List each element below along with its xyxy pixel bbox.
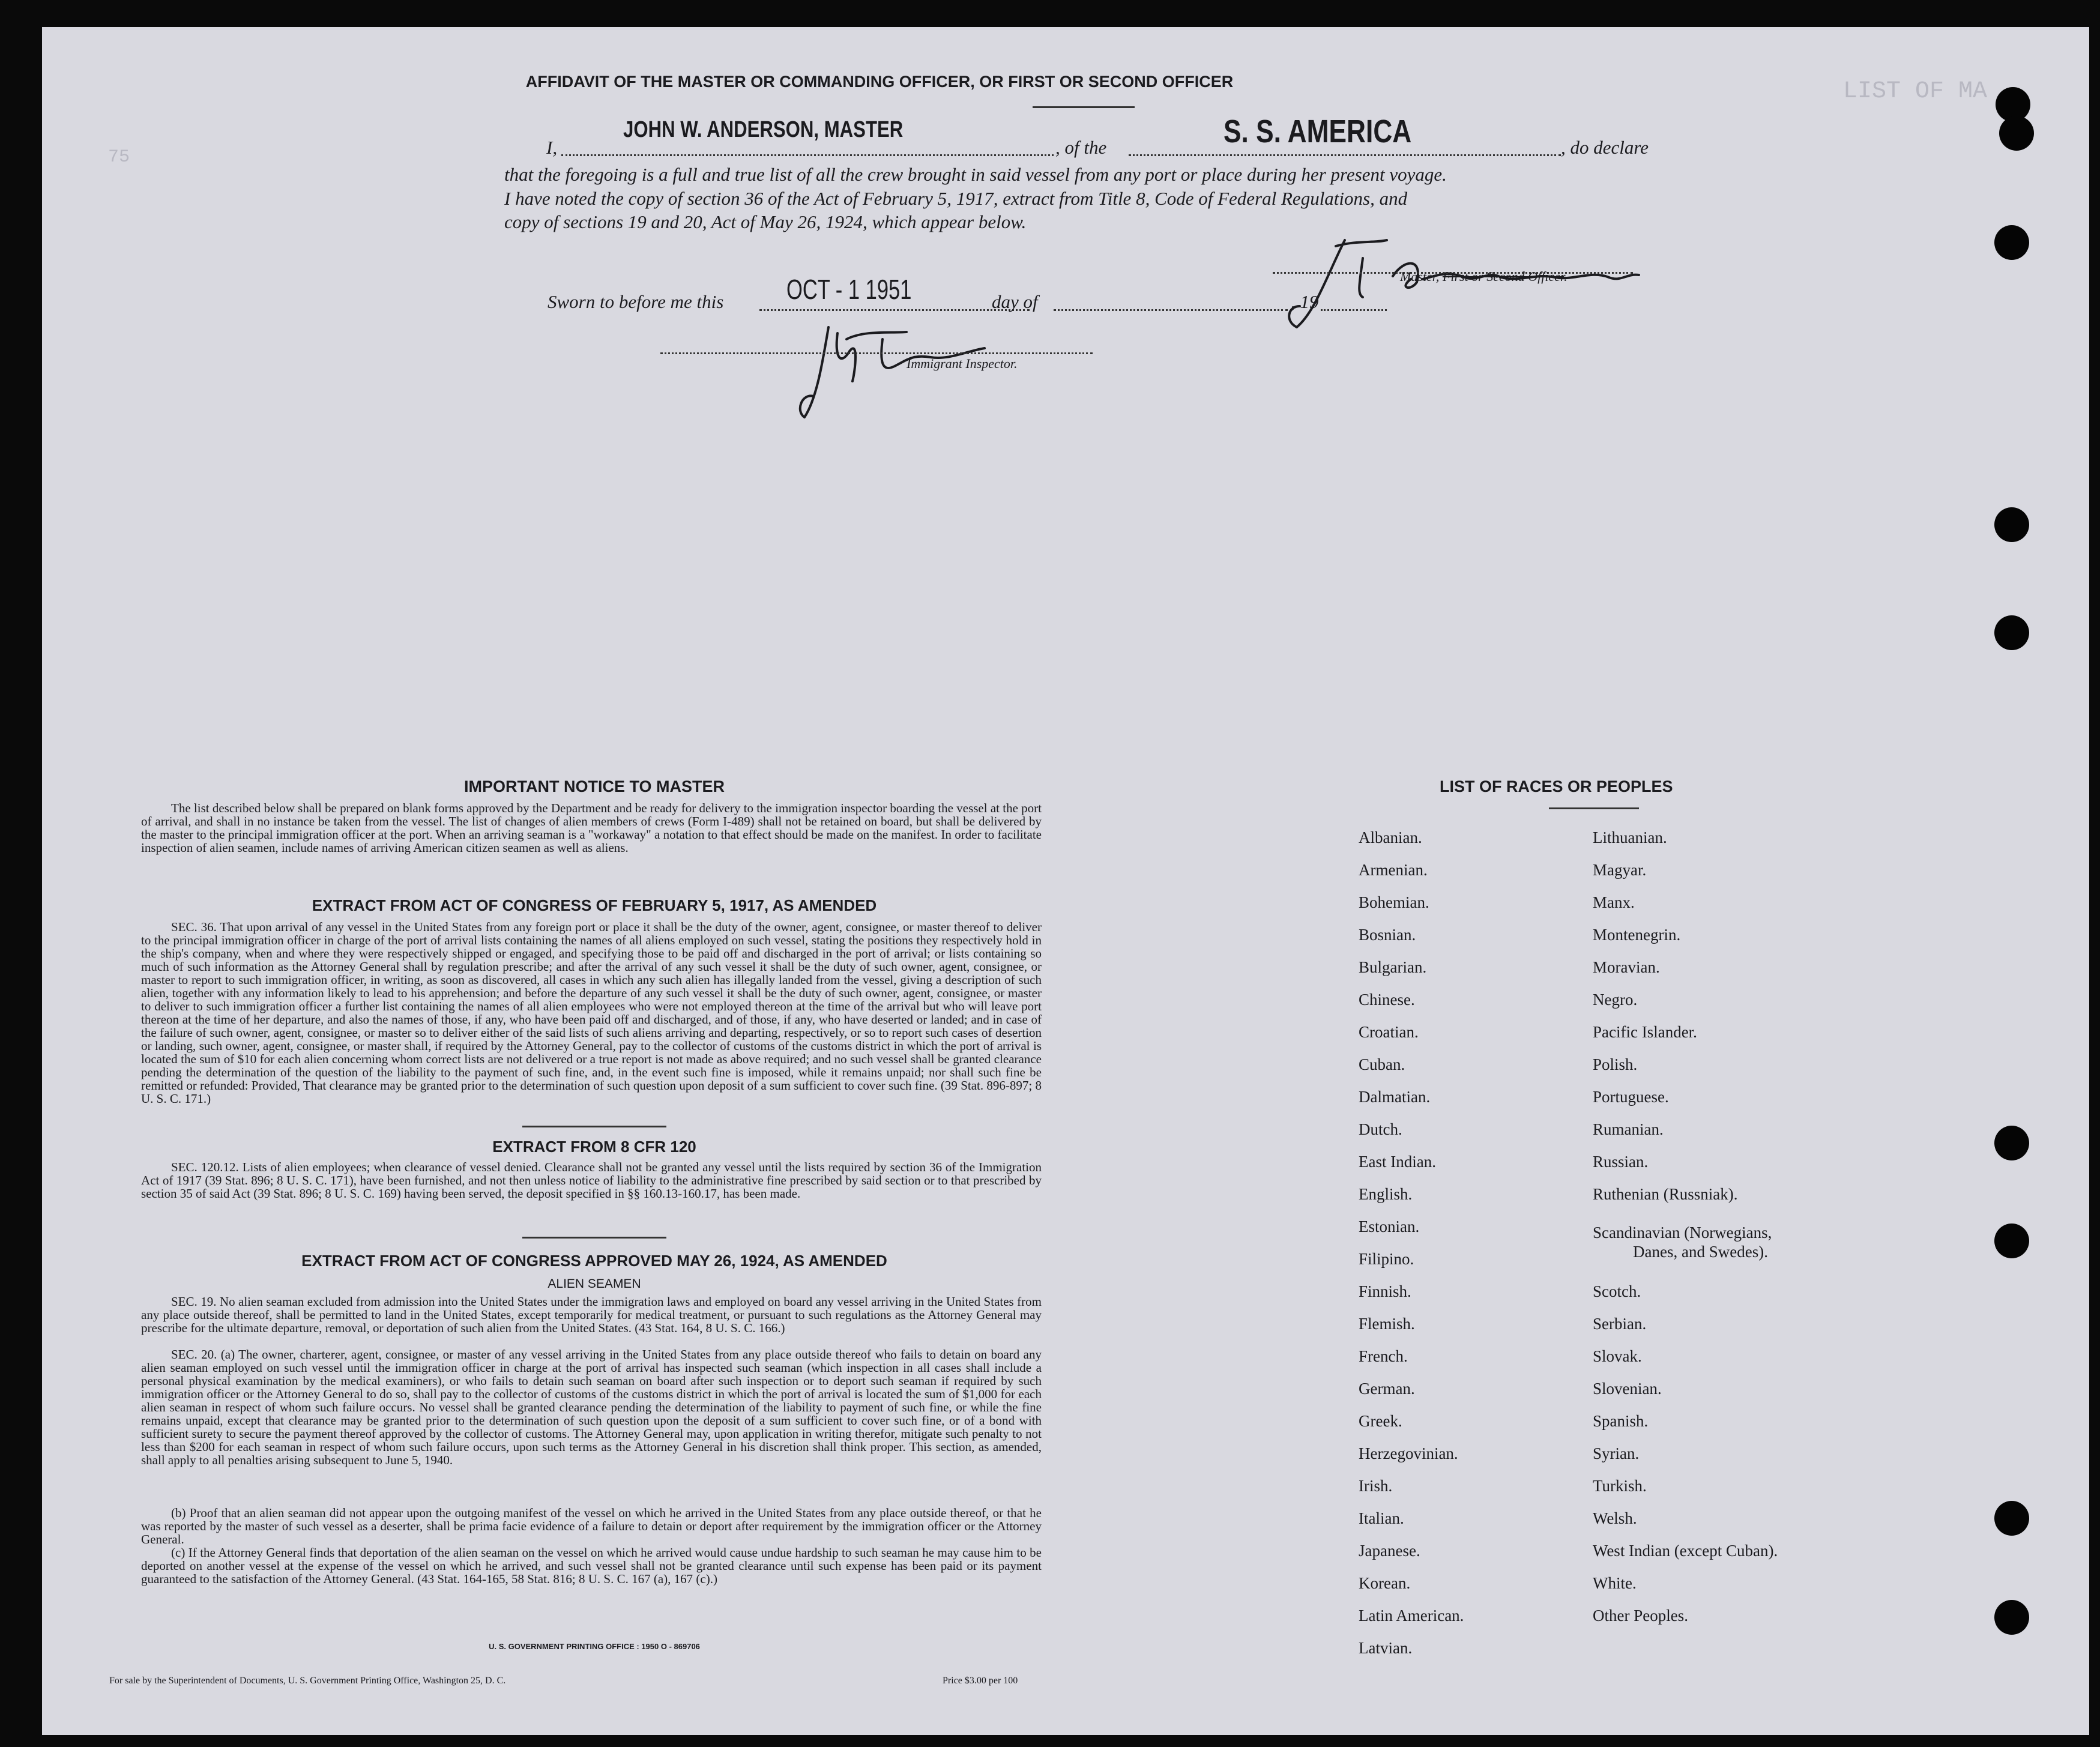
- race-right-item: Scotch.: [1593, 1282, 1641, 1300]
- i-label: I,: [546, 137, 558, 158]
- master-name-line: [561, 154, 1054, 156]
- punch-hole: [1994, 1501, 2029, 1536]
- race-left-item: East Indian.: [1359, 1153, 1436, 1171]
- race-left-item: Finnish.: [1359, 1282, 1411, 1300]
- punch-hole: [1994, 225, 2029, 260]
- race-right-item: Pacific Islander.: [1593, 1023, 1697, 1041]
- document-page: [42, 27, 2089, 1735]
- race-right-item: Lithuanian.: [1593, 828, 1667, 846]
- race-left-item: Bosnian.: [1359, 926, 1416, 944]
- race-right-item: Slovak.: [1593, 1347, 1642, 1365]
- race-right-item: Polish.: [1593, 1055, 1638, 1073]
- race-right-item: Ruthenian (Russniak).: [1593, 1185, 1738, 1203]
- race-left-item: English.: [1359, 1185, 1413, 1203]
- race-left-item: Filipino.: [1359, 1250, 1414, 1268]
- header-divider: [1033, 106, 1135, 108]
- affidavit-body-line-1: that the foregoing is a full and true list of all the crew brought in said vessel from any port or place during her present voyage.: [504, 164, 1447, 185]
- year-line: [1321, 309, 1387, 311]
- race-left-item: Estonian.: [1359, 1217, 1420, 1236]
- race-right-item: Moravian.: [1593, 958, 1660, 976]
- race-right-item: Rumanian.: [1593, 1120, 1664, 1138]
- race-right-item: Welsh.: [1593, 1509, 1637, 1527]
- race-left-item: Albanian.: [1359, 828, 1422, 846]
- section-divider: [522, 1237, 666, 1239]
- race-left-item: Dutch.: [1359, 1120, 1402, 1138]
- affidavit-header: AFFIDAVIT OF THE MASTER OR COMMANDING OFFICER, OR FIRST OR SECOND OFFICER: [525, 73, 1234, 91]
- signature-caption-struck: First or Second Officer: [1442, 269, 1564, 284]
- price-note: Price $3.00 per 100: [943, 1676, 1018, 1686]
- extract-1924-sec20b: (b) Proof that an alien seaman did not appear upon the outgoing manifest of the vessel on which he arrived in the United States from any place outside thereof, or that he was reported by the master of such vessel as a deserter, shall be prima facie evidence of a failure to detain or deport after requirement by the immigration officer or the Attorney General.: [141, 1506, 1042, 1546]
- race-right-item: Danes, and Swedes).: [1633, 1243, 1768, 1261]
- month-line: [1054, 309, 1288, 311]
- date-stamp: OCT - 1 1951: [786, 274, 912, 305]
- affidavit-body-line-2: I have noted the copy of section 36 of the Act of February 5, 1917, extract from Title 8, Code of Federal Regulations, and: [504, 188, 1408, 209]
- vessel-name-line: [1129, 154, 1561, 156]
- extract-cfr-text: SEC. 120.12. Lists of alien employees; when clearance of vessel denied. Clearance shall not be granted any vessel until the lists required by section 36 of the Immigration Act of 1917 (39 Stat. 896; 8 U. S. C. 171), have been furnished, and not then unless notice of liability to the administrative fine prescribed by said section or to that prescribed by section 35 of said Act (39 Stat. 896; 8 U. S. C. 169) having been served, the deposit specified in §§ 160.13-160.17, has been made.: [141, 1160, 1042, 1201]
- punch-hole: [1994, 1600, 2029, 1635]
- race-right-item: Syrian.: [1593, 1444, 1640, 1462]
- punch-hole: [1994, 1126, 2029, 1160]
- race-right-item: Turkish.: [1593, 1477, 1647, 1495]
- notice-text: The list described below shall be prepared on blank forms approved by the Department and be ready for delivery to the immigration inspector boarding the vessel at the port of arrival, and shall in no instance be taken from the vessel. The list of changes of alien members of crews (Form I-489) shall not be retained on board, but shall be delivered by the master to the principal immigration officer at the port. When an arriving seaman is a "workaway" a notation to that effect should be made on the manifest. In order to facilitate inspection of alien seamen, include names of arriving American citizen seamen as well as aliens.: [141, 801, 1042, 855]
- race-left-item: German.: [1359, 1380, 1415, 1398]
- punch-hole: [1999, 116, 2034, 151]
- bleed-through-mark: LIST OF MA: [1843, 78, 1988, 105]
- race-right-item: Portuguese.: [1593, 1088, 1669, 1106]
- race-right-item: Montenegrin.: [1593, 926, 1681, 944]
- race-right-item: White.: [1593, 1574, 1637, 1592]
- extract-1924-sec19: SEC. 19. No alien seaman excluded from admission into the United States under the immigration laws and employed on board any vessel arriving in the United States from any place outside thereof, shall be permitted to land in the United States, except temporarily for medical treatment, or pursuant to such regulations as the Attorney General may prescribe for the ultimate departure, removal, or deportation of such alien from the United States. (43 Stat. 164, 8 U. S. C. 166.): [141, 1294, 1042, 1335]
- punch-hole: [1994, 507, 2029, 542]
- race-right-item: Magyar.: [1593, 861, 1647, 879]
- race-right-item: Other Peoples.: [1593, 1607, 1688, 1625]
- signature-caption-prefix: Master,: [1400, 269, 1443, 284]
- of-the-label: , of the: [1055, 137, 1107, 158]
- sworn-label: Sworn to before me this: [548, 291, 724, 312]
- extract-cfr-title: EXTRACT FROM 8 CFR 120: [492, 1138, 696, 1156]
- races-divider: [1549, 807, 1639, 809]
- race-left-item: Armenian.: [1359, 861, 1428, 879]
- inspector-caption: Immigrant Inspector.: [907, 356, 1018, 371]
- extract-1924-subtitle: ALIEN SEAMEN: [548, 1277, 641, 1291]
- race-left-item: Cuban.: [1359, 1055, 1405, 1073]
- gpo-imprint: U. S. GOVERNMENT PRINTING OFFICE : 1950 O - 869706: [489, 1642, 700, 1651]
- race-right-item: Scandinavian (Norwegians,: [1593, 1224, 1772, 1242]
- inspector-line: [660, 352, 1093, 354]
- race-left-item: Chinese.: [1359, 991, 1415, 1009]
- race-left-item: Bulgarian.: [1359, 958, 1427, 976]
- vessel-name: S. S. AMERICA: [1223, 113, 1412, 149]
- race-left-item: Bohemian.: [1359, 893, 1429, 911]
- race-right-item: Serbian.: [1593, 1315, 1647, 1333]
- year-prefix: , 19: [1291, 291, 1319, 312]
- notice-title: IMPORTANT NOTICE TO MASTER: [464, 777, 725, 795]
- race-left-item: Herzegovinian.: [1359, 1444, 1458, 1462]
- extract-1924-sec20c: (c) If the Attorney General finds that deportation of the alien seaman on the vessel on which he arrived would cause undue hardship to such seaman he may cause him to be deported on another vessel at the expense of the vessel on which he arrived, and such vessel shall not be granted clearance until such expense has been paid or its payment guaranteed to the satisfaction of the Attorney General. (43 Stat. 164-165, 58 Stat. 816; 8 U. S. C. 167 (a), 167 (c).): [141, 1545, 1042, 1586]
- race-left-item: Latin American.: [1359, 1607, 1464, 1625]
- signature-caption-suffix: .: [1564, 269, 1567, 284]
- race-right-item: Spanish.: [1593, 1412, 1649, 1430]
- extract-1924-sec20a: SEC. 20. (a) The owner, charterer, agent, consignee, or master of any vessel arriving in the United States from any place outside thereof who fails to detain on board any alien seaman employed on such vessel until the immigration officer in charge at the port of arrival has inspected such seaman (which inspection in all cases shall include a personal physical examination by the medical examiners), or who fails to detain such seaman on board after such inspection or to deport such seaman if required by such immigration officer or the Attorney General to do so, shall pay to the collector of customs of the customs district in which the port of arrival is located the sum of $1,000 for each alien seaman in respect of whom such failure occurs. No vessel shall be granted clearance pending the determination of the liability to payment of such fine, or while the fine remains unpaid, except that clearance may be granted prior to the determination of such question upon the deposit of a sum sufficient to cover such fine, or of a bond with sufficient surety to secure the payment thereof approved by the collector of customs. The Attorney General may, upon application in writing therefor, mitigate such penalty to not less than $200 for each seaman in respect of whom such failure occurs, upon such terms as the Attorney General in his discretion shall think proper. This section, as amended, shall apply to all penalties arising subsequent to June 5, 1940.: [141, 1347, 1042, 1467]
- race-right-item: Manx.: [1593, 893, 1635, 911]
- day-of-label: day of: [992, 291, 1038, 312]
- race-right-item: West Indian (except Cuban).: [1593, 1542, 1778, 1560]
- extract-1917-title: EXTRACT FROM ACT OF CONGRESS OF FEBRUARY 5, 1917, AS AMENDED: [312, 896, 877, 914]
- race-left-item: Flemish.: [1359, 1315, 1415, 1333]
- bleed-through-mark: 75: [108, 147, 130, 167]
- sworn-date-line: [759, 309, 1030, 311]
- race-left-item: Latvian.: [1359, 1639, 1413, 1657]
- inspector-signature: [792, 315, 997, 429]
- section-divider: [522, 1126, 666, 1127]
- race-left-item: Irish.: [1359, 1477, 1393, 1495]
- race-left-item: Korean.: [1359, 1574, 1411, 1592]
- extract-1924-title: EXTRACT FROM ACT OF CONGRESS APPROVED MAY 26, 1924, AS AMENDED: [301, 1252, 887, 1270]
- race-left-item: Greek.: [1359, 1412, 1402, 1430]
- signature-caption: [1400, 269, 1567, 285]
- do-declare-label: , do declare: [1561, 137, 1649, 158]
- race-left-item: Croatian.: [1359, 1023, 1419, 1041]
- extract-1917-text: SEC. 36. That upon arrival of any vessel in the United States from any foreign port or place it shall be the duty of the owner, agent, consignee, or master thereof to deliver to the principal immigration officer in charge of the port of arrival lists containing the names of all aliens employed on such vessel, stating the positions they respectively hold in the ship's company, when and where they were respectively shipped or engaged, and specifying those to be paid off and discharged in the port of arrival; or lists containing so much of such information as the Attorney General shall by regulation prescribe; and after the arrival of any such vessel it shall be the duty of such owner, agent, consignee, or master to report to such immigration officer, in writing, as soon as discovered, all cases in which any such alien has illegally landed from the vessel, giving a description of such alien, together with any information likely to lead to his apprehension; and before the departure of any such vessel it shall be the duty of such owner, agent, consignee, or master to deliver to such immigration officer a further list containing the names of all alien employees who were not employed thereon at the time of the arrival but who will leave port thereon at the time of her departure, and also the names of those, if any, who have been paid off and discharged, and of those, if any, who have deserted or landed; and in case of the failure of such owner, agent, consignee, or master so to deliver either of the said lists of such aliens arriving and departing, respectively, or so to report such cases of desertion or landing, such owner, agent, consignee, or master shall, if required by the Attorney General, pay to the collector of customs of the customs district in which the port of arrival is located the sum of $10 for each alien concerning whom correct lists are not delivered or a true report is not made as above required; and no such vessel shall be granted clearance pending the determination of the question of the liability to the payment of such fine, and, in the event such fine is imposed, while it remains unpaid; nor shall such fine be remitted or refunded: Provided, That clearance may be granted prior to the determination of such question upon deposit of a sum sufficient to cover such fine. (39 Stat. 896-897; 8 U. S. C. 171.): [141, 920, 1042, 1106]
- race-right-item: Russian.: [1593, 1153, 1649, 1171]
- master-name: JOHN W. ANDERSON, MASTER: [623, 117, 904, 142]
- race-left-item: French.: [1359, 1347, 1408, 1365]
- race-left-item: Dalmatian.: [1359, 1088, 1431, 1106]
- punch-hole: [1994, 615, 2029, 650]
- race-right-item: Negro.: [1593, 991, 1638, 1009]
- punch-hole: [1994, 1224, 2029, 1258]
- affidavit-body-line-3: copy of sections 19 and 20, Act of May 26, 1924, which appear below.: [504, 211, 1027, 232]
- races-title: LIST OF RACES OR PEOPLES: [1440, 777, 1673, 795]
- for-sale-note: For sale by the Superintendent of Documents, U. S. Government Printing Office, Washington 25, D. C.: [109, 1676, 506, 1686]
- race-left-item: Japanese.: [1359, 1542, 1420, 1560]
- race-left-item: Italian.: [1359, 1509, 1404, 1527]
- race-right-item: Slovenian.: [1593, 1380, 1662, 1398]
